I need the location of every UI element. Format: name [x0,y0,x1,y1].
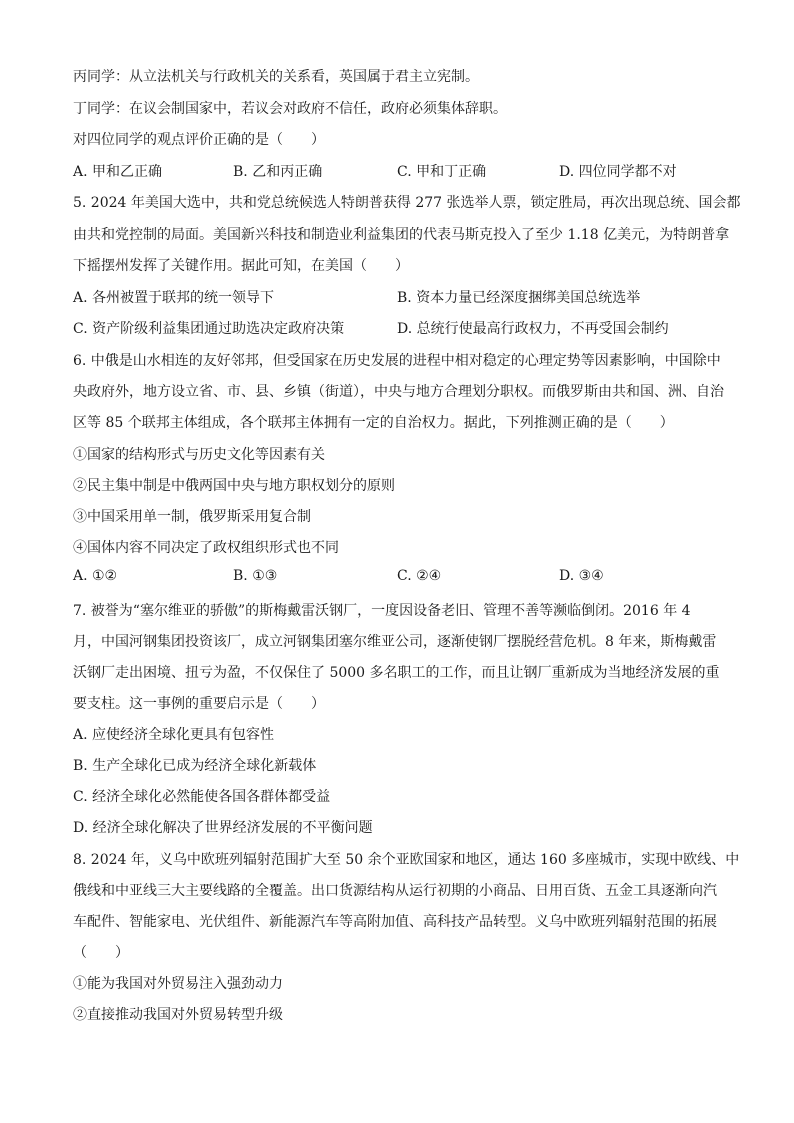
q7-stem-line: 月，中国河钢集团投资该厂，成立河钢集团塞尔维亚公司，逐渐使钢厂摆脱经营危机。8 年来，斯梅戴雷 [73,634,717,650]
q6-item: ①国家的结构形式与历史文化等因素有关 [73,447,325,463]
q5-stem-line: 由共和党控制的局面。美国新兴科技和制造业利益集团的代表马斯克投入了至少 1.18 亿美元，为特朗普拿 [73,227,730,243]
q4-prompt: 对四位同学的观点评价正确的是（ ） [73,132,325,148]
q7-option-b[interactable]: B. 生产全球化已成为经济全球化新载体 [73,758,317,774]
q7-option-c[interactable]: C. 经济全球化必然能使各国各群体都受益 [73,789,331,805]
q6-stem-line: 央政府外，地方设立省、市、县、乡镇（街道），中央与地方合理划分职权。而俄罗斯由共和国、洲、自治 [73,384,724,400]
q4-option-b[interactable]: B. 乙和丙正确 [233,164,323,180]
q6-option-b[interactable]: B. ①③ [233,568,278,584]
q6-option-d[interactable]: D. ③④ [559,568,604,584]
q6-item: ④国体内容不同决定了政权组织形式也不同 [73,540,339,556]
q6-item: ③中国采用单一制，俄罗斯采用复合制 [73,509,311,525]
q6-item: ②民主集中制是中俄两国中央与地方职权划分的原则 [73,478,395,494]
q7-option-a[interactable]: A. 应使经济全球化更具有包容性 [73,727,275,743]
q7-stem-line: 要支柱。这一事例的重要启示是（ ） [73,696,325,712]
q5-option-c[interactable]: C. 资产阶级利益集团通过助选决定政府决策 [73,321,345,337]
q5-option-a[interactable]: A. 各州被置于联邦的统一领导下 [73,290,275,306]
q4-option-c[interactable]: C. 甲和丁正确 [397,164,487,180]
q7-stem-line: 7. 被誉为“塞尔维亚的骄傲”的斯梅戴雷沃钢厂，一度因设备老旧、管理不善等濒临倒闭。2016 年 4 [73,603,691,619]
q8-stem-line: 俄线和中亚线三大主要线路的全覆盖。出口货源结构从运行初期的小商品、日用百货、五金工具逐渐向汽 [73,883,717,899]
statement-ding: 丁同学：在议会制国家中，若议会对政府不信任，政府必须集体辞职。 [73,101,507,117]
q5-stem-line: 下摇摆州发挥了关键作用。据此可知，在美国（ ） [73,258,409,274]
q5-stem-line: 5. 2024 年美国大选中，共和党总统候选人特朗普获得 277 张选举人票，锁定胜局，再次出现总统、国会都 [73,195,741,211]
q4-option-a[interactable]: A. 甲和乙正确 [73,164,163,180]
q6-stem-line: 6. 中俄是山水相连的友好邻邦，但受国家在历史发展的进程中相对稳定的心理定势等因素影响，中国除中 [73,353,721,369]
statement-bing: 丙同学：从立法机关与行政机关的关系看，英国属于君主立宪制。 [73,69,479,85]
q6-option-c[interactable]: C. ②④ [397,568,442,584]
q5-option-b[interactable]: B. 资本力量已经深度捆绑美国总统选举 [397,290,641,306]
q8-stem-line: 车配件、智能家电、光伏组件、新能源汽车等高附加值、高科技产品转型。义乌中欧班列辐射范围的拓展 [73,914,717,930]
q7-stem-line: 沃钢厂走出困境、扭亏为盈，不仅保住了 5000 多名职工的工作，而且让钢厂重新成为当地经济发展的重 [73,665,720,681]
q8-stem-line: 8. 2024 年，义乌中欧班列辐射范围扩大至 50 余个亚欧国家和地区，通达 160 多座城市，实现中欧线、中 [73,852,740,868]
q8-item: ①能为我国对外贸易注入强劲动力 [73,976,283,992]
q5-option-d[interactable]: D. 总统行使最高行政权力，不再受国会制约 [397,321,669,337]
q6-option-a[interactable]: A. ①② [73,568,118,584]
q8-stem-line: （ ） [73,945,129,961]
q7-option-d[interactable]: D. 经济全球化解决了世界经济发展的不平衡问题 [73,820,373,836]
q8-item: ②直接推动我国对外贸易转型升级 [73,1007,283,1023]
q6-stem-line: 区等 85 个联邦主体组成，各个联邦主体拥有一定的自治权力。据此，下列推测正确的是（ ） [73,415,674,431]
q4-option-d[interactable]: D. 四位同学都不对 [559,164,677,180]
